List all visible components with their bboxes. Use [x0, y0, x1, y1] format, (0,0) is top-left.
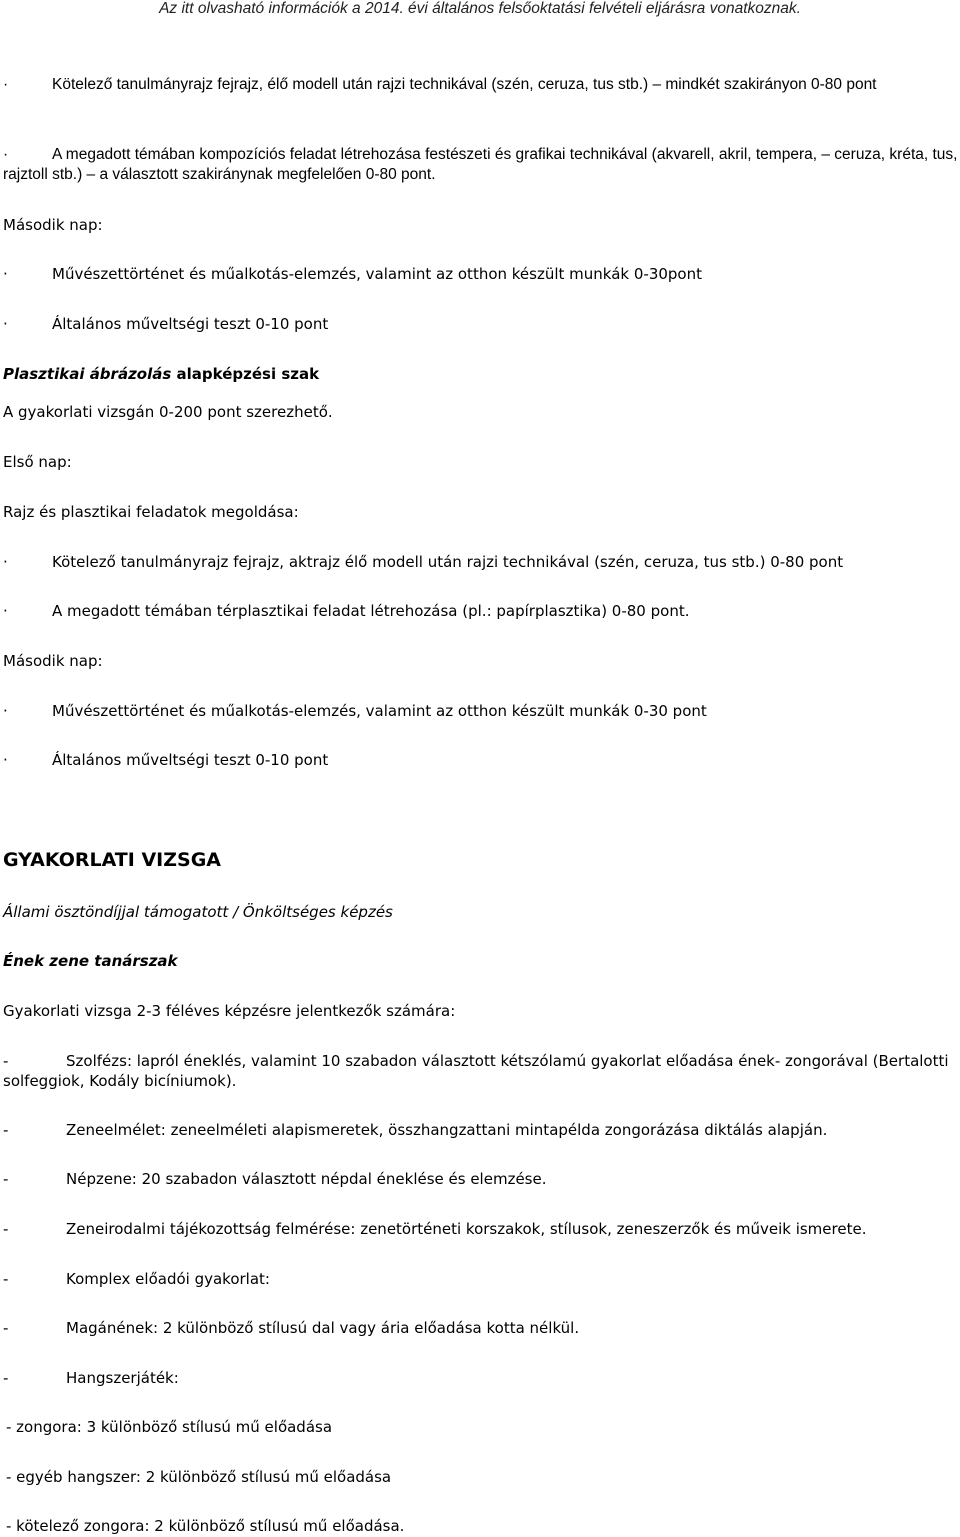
day-label: Második nap: [3, 652, 103, 670]
list-item-text: Művészettörténet és műalkotás-elemzés, valamint az otthon készült munkák 0-30 pont [52, 702, 707, 720]
list-item-text: Kötelező tanulmányrajz fejrajz, élő modell után rajzi technikával (szén, ceruza, tus stb.) – mindkét szakirányon 0-80 pont [52, 76, 877, 93]
paragraph: Gyakorlati vizsga 2-3 féléves képzésre jelentkezők számára: [3, 1002, 456, 1020]
list-item [3, 553, 843, 571]
sub-list-item: - zongora: 3 különböző stílusú mű előadása [6, 1418, 333, 1436]
bullet: · [3, 702, 8, 720]
day-label: Második nap: [3, 216, 103, 234]
paragraph: A gyakorlati vizsgán 0-200 pont szerezhető. [3, 403, 333, 421]
list-item [3, 265, 702, 283]
sub-list-item: - kötelező zongora: 2 különböző stílusú mű előadása. [6, 1517, 405, 1535]
section-title-rest: alapképzési szak [171, 365, 320, 383]
section-title [3, 365, 319, 383]
program-title: Ének zene tanárszak [3, 952, 178, 970]
list-item-text: Komplex előadói gyakorlat: [66, 1270, 270, 1288]
list-item [3, 1170, 546, 1188]
list-item [3, 1121, 827, 1139]
list-item-text: Magánének: 2 különböző stílusú dal vagy ária előadása kotta nélkül. [66, 1319, 580, 1337]
dash-bullet: - [3, 1369, 9, 1387]
bullet: · [3, 553, 8, 571]
bullet: · [3, 76, 9, 93]
bullet: · [3, 602, 8, 620]
dash-bullet: - [3, 1220, 9, 1238]
list-item [3, 145, 958, 185]
list-item-text: Általános műveltségi teszt 0-10 pont [52, 751, 329, 769]
list-item-text: Zeneelmélet: zeneelméleti alapismeretek, összhangzattani mintapélda zongorázása diktálás alapján. [66, 1121, 828, 1139]
bullet: · [3, 265, 8, 283]
list-item [3, 315, 328, 333]
list-item-text: A megadott témában kompozíciós feladat létrehozása festészeti és grafikai technikával (akvarell, akril, tempera, – ceruza, kréta, tus, rajztoll stb.) – a választott szakiránynak megfelelően 0-80 pont. [3, 146, 958, 183]
list-item [3, 75, 958, 95]
list-item [3, 1051, 958, 1091]
dash-bullet: - [3, 1170, 9, 1188]
list-item-text: Általános műveltségi teszt 0-10 pont [52, 315, 329, 333]
list-item-text: Művészettörténet és műalkotás-elemzés, valamint az otthon készült munkák 0-30pont [52, 265, 702, 283]
list-item [3, 1369, 179, 1387]
bullet: · [3, 315, 8, 333]
list-item [3, 1319, 579, 1337]
page-header: Az itt olvasható információk a 2014. évi általános felsőoktatási felvételi eljárásra vonatkoznak. [159, 0, 801, 17]
bullet: · [3, 751, 8, 769]
subheading: Állami ösztöndíjjal támogatott / Önköltséges képzés [3, 903, 393, 921]
dash-bullet: - [3, 1052, 9, 1070]
section-title-italic: Plasztikai ábrázolás [3, 365, 172, 383]
list-item-text: Szolfézs: lapról éneklés, valamint 10 szabadon választott kétszólamú gyakorlat előadása ének- zongorával (Bertalotti solfeggiok, Kodály bicíniumok). [3, 1052, 949, 1090]
day-label: Első nap: [3, 453, 72, 471]
dash-bullet: - [3, 1319, 9, 1337]
list-item-text: A megadott témában térplasztikai feladat létrehozása (pl.: papírplasztika) 0-80 pont. [52, 602, 690, 620]
list-item [3, 1220, 866, 1238]
list-item-text: Zeneirodalmi tájékozottság felmérése: zenetörténeti korszakok, stílusok, zeneszerzők és műveik ismerete. [66, 1220, 867, 1238]
list-item [3, 602, 689, 620]
list-item-text: Hangszerjáték: [66, 1369, 179, 1387]
sub-list-item: - egyéb hangszer: 2 különböző stílusú mű előadása [6, 1468, 392, 1486]
list-item [3, 702, 707, 720]
list-item-text: Népzene: 20 szabadon választott népdal éneklése és elemzése. [66, 1170, 547, 1188]
dash-bullet: - [3, 1121, 9, 1139]
bullet: · [3, 146, 9, 163]
list-item [3, 1270, 270, 1288]
list-item [3, 751, 328, 769]
list-item-text: Kötelező tanulmányrajz fejrajz, aktrajz élő modell után rajzi technikával (szén, ceruza, tus stb.) 0-80 pont [52, 553, 844, 571]
paragraph: Rajz és plasztikai feladatok megoldása: [3, 503, 299, 521]
section-heading: GYAKORLATI VIZSGA [3, 849, 221, 871]
dash-bullet: - [3, 1270, 9, 1288]
